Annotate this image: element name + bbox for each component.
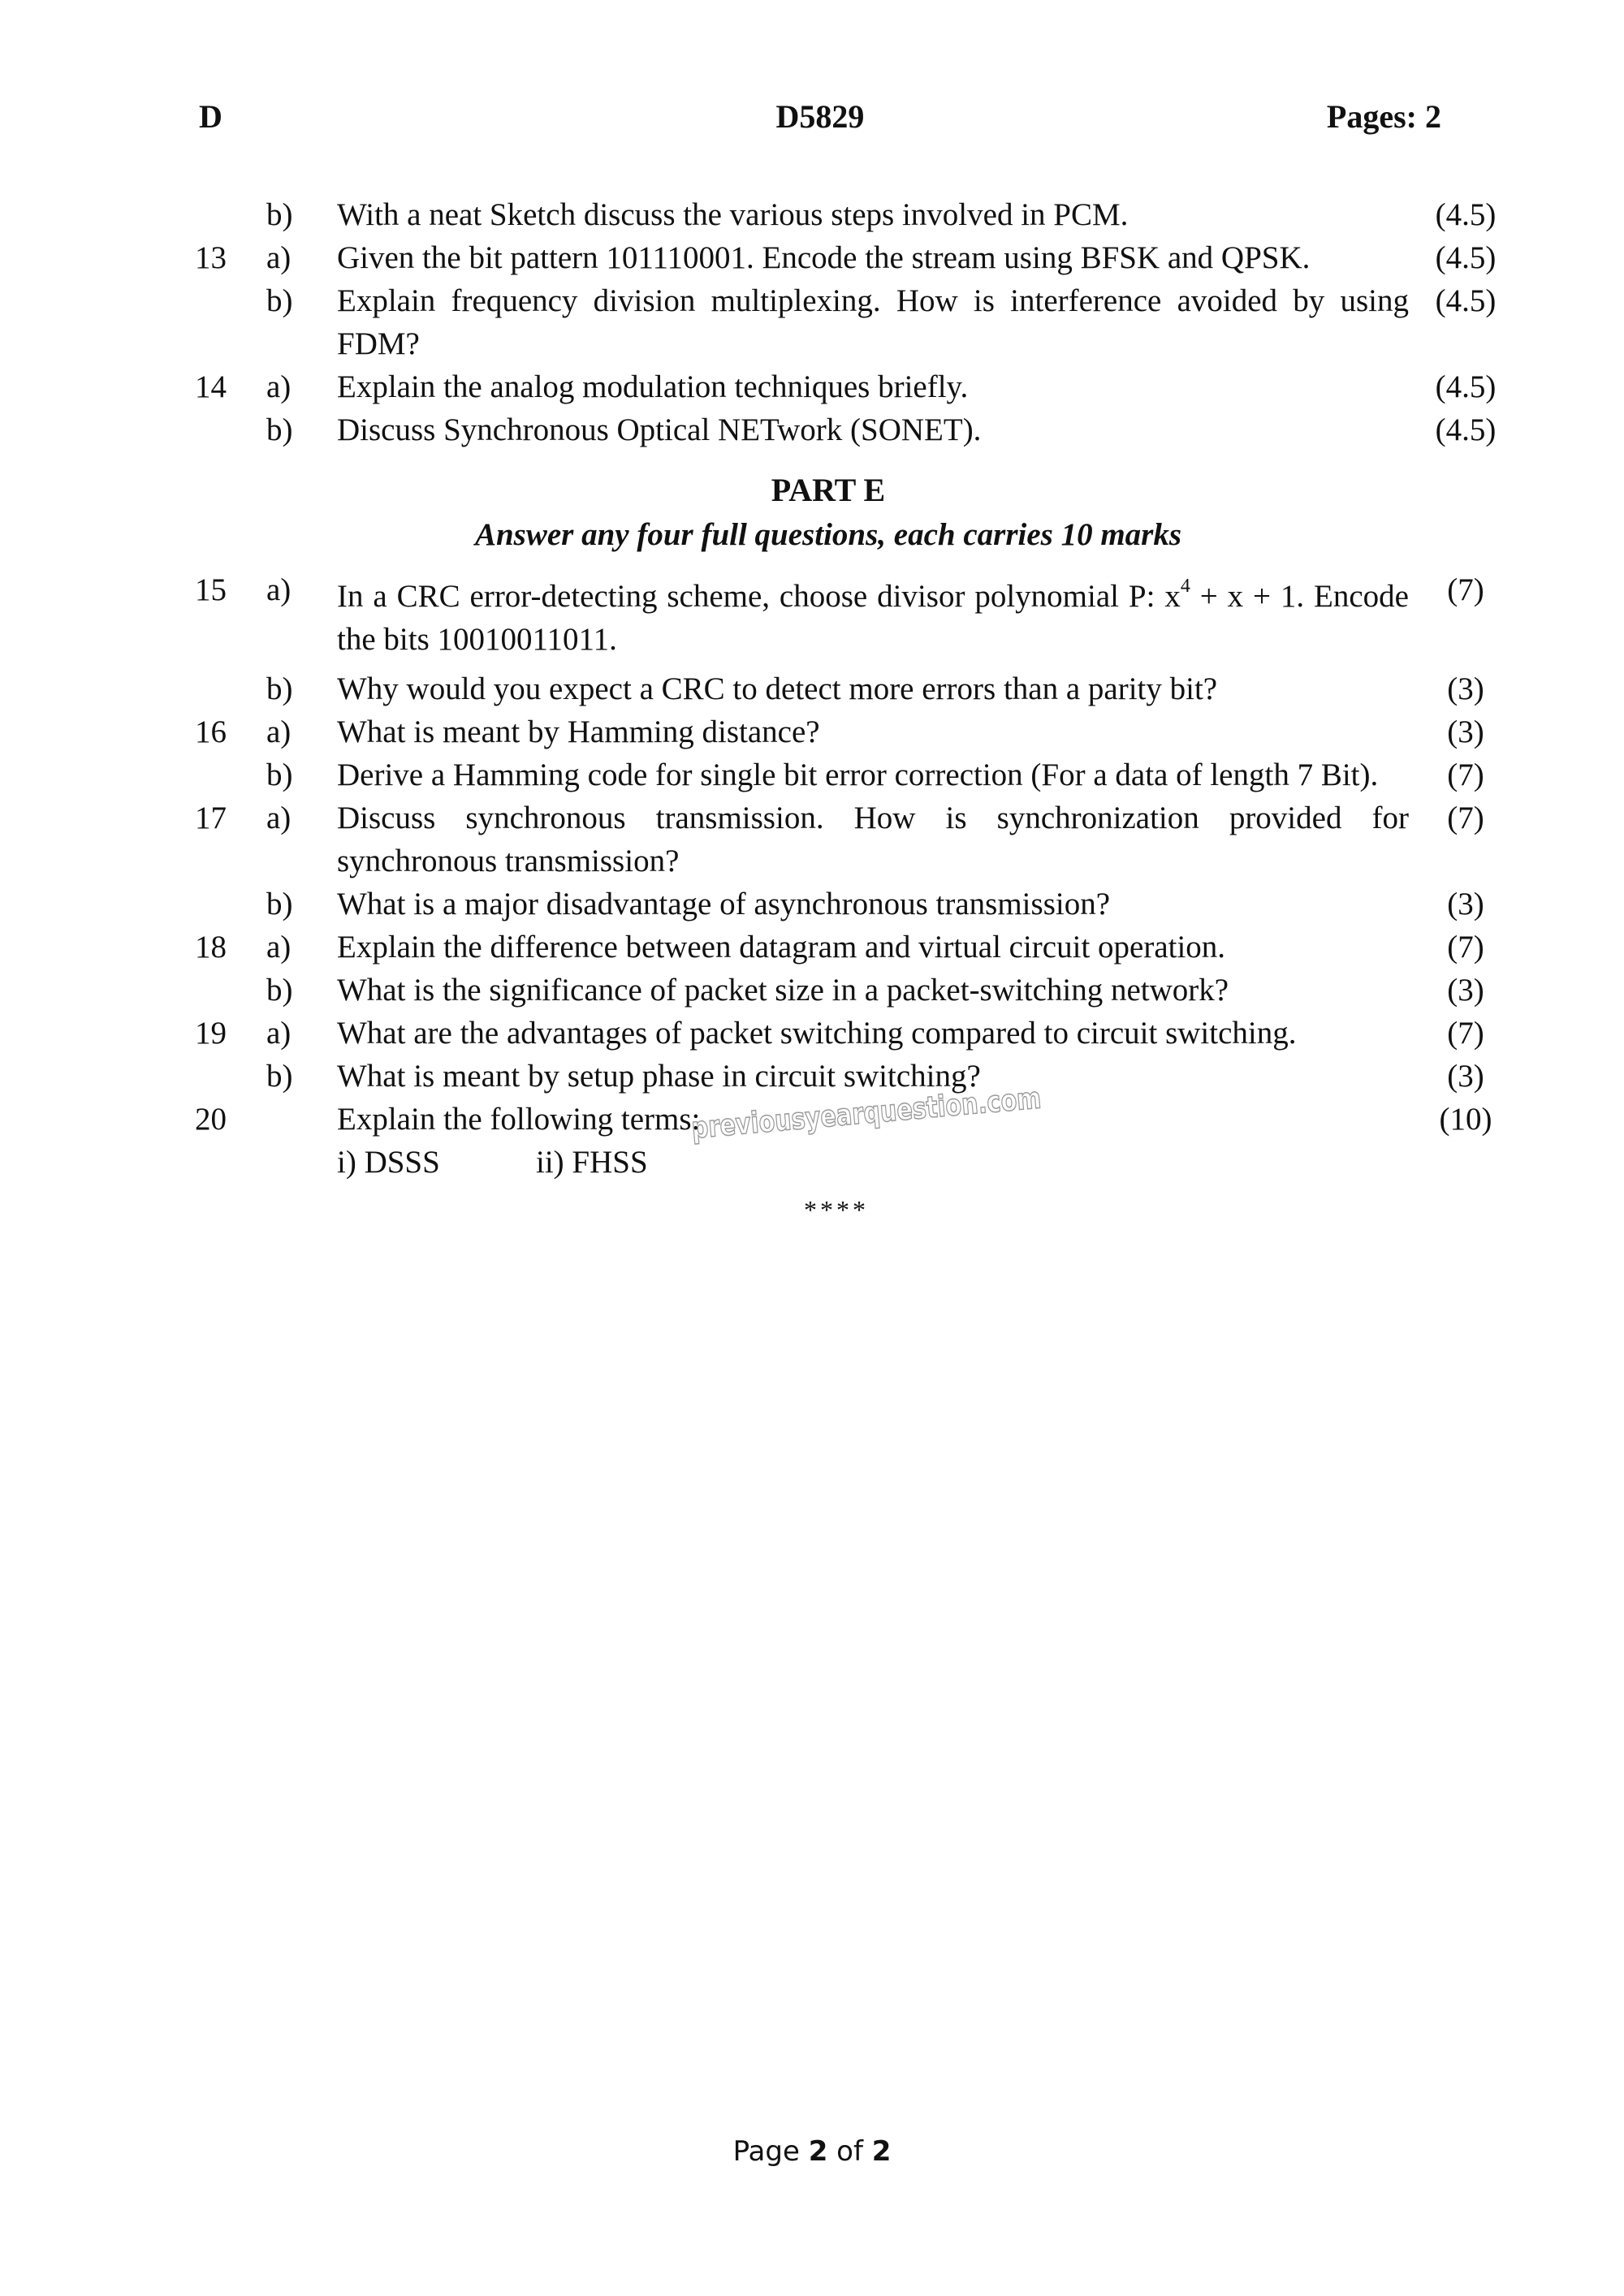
question-part: b) xyxy=(266,283,293,318)
question-text: With a neat Sketch discuss the various steps involved in PCM. xyxy=(337,197,1129,232)
question-marks: (3) xyxy=(1447,714,1484,749)
question-part: a) xyxy=(266,369,292,404)
question-text xyxy=(337,568,1409,661)
question-marks: (7) xyxy=(1447,757,1484,792)
end-of-paper-mark: **** xyxy=(804,1195,869,1224)
question-marks: (4.5) xyxy=(1435,412,1497,447)
question-18a xyxy=(195,926,1510,969)
question-part: a) xyxy=(266,930,292,965)
question-17a xyxy=(195,796,1510,883)
question-part: b) xyxy=(266,887,293,921)
question-14a xyxy=(195,365,1510,408)
question-number: 15 xyxy=(195,572,227,607)
question-part: b) xyxy=(266,757,293,792)
question-20-items xyxy=(337,1141,1510,1184)
part-e-instruction: Answer any four full questions, each carries 10 marks xyxy=(474,517,1182,552)
footer-middle: of xyxy=(827,2135,872,2168)
question-part: a) xyxy=(266,240,292,275)
watermark-text: previousyearquestion.com xyxy=(690,1081,1043,1146)
question-marks: (4.5) xyxy=(1435,369,1497,404)
question-marks: (7) xyxy=(1447,801,1484,835)
question-marks: (10) xyxy=(1439,1102,1492,1137)
question-marks: (4.5) xyxy=(1435,240,1497,275)
question-number: 20 xyxy=(195,1102,227,1137)
question-text: What is the significance of packet size in a packet-switching network? xyxy=(337,973,1229,1008)
term-fhss: ii) FHSS xyxy=(536,1145,648,1180)
question-13a xyxy=(195,236,1510,279)
question-list xyxy=(195,193,1510,1225)
question-marks: (3) xyxy=(1447,887,1484,921)
question-part: b) xyxy=(266,973,293,1008)
question-number: 18 xyxy=(195,930,227,965)
question-text: Why would you expect a CRC to detect more errors than a parity bit? xyxy=(337,671,1218,706)
page-footer xyxy=(0,2135,1624,2168)
question-marks: (7) xyxy=(1447,572,1484,607)
question-number: 17 xyxy=(195,801,227,835)
question-part: b) xyxy=(266,671,293,706)
question-marks: (3) xyxy=(1447,1059,1484,1094)
header-series: D xyxy=(199,98,222,135)
question-text-start: In a CRC error-detecting scheme, choose divisor polynomial P: x xyxy=(337,579,1181,614)
question-marks: (7) xyxy=(1447,1016,1484,1051)
question-19a xyxy=(195,1012,1510,1055)
question-number: 16 xyxy=(195,714,227,749)
question-15b xyxy=(195,667,1510,710)
part-e-title: PART E xyxy=(771,472,886,508)
question-marks: (3) xyxy=(1447,973,1484,1008)
question-text: Explain the difference between datagram and virtual circuit operation. xyxy=(337,930,1226,965)
question-number: 19 xyxy=(195,1016,227,1051)
question-part: a) xyxy=(266,801,292,835)
question-text-end: + x + 1. Encode the bits 10010011011. xyxy=(337,579,1409,657)
question-19b xyxy=(195,1055,1510,1098)
question-15a xyxy=(195,568,1510,661)
question-marks: (4.5) xyxy=(1435,283,1497,318)
question-part: b) xyxy=(266,1059,293,1094)
question-part: b) xyxy=(266,197,293,232)
footer-total-pages: 2 xyxy=(871,2135,892,2168)
question-part: a) xyxy=(266,1016,292,1051)
question-marks: (3) xyxy=(1447,671,1484,706)
question-text: Discuss synchronous transmission. How is synchronization provided for synchronous transmission? xyxy=(337,801,1409,878)
question-17b xyxy=(195,883,1510,926)
question-13b xyxy=(195,279,1510,365)
question-text: Derive a Hamming code for single bit error correction (For a data of length 7 Bit). xyxy=(337,757,1379,792)
question-part: b) xyxy=(266,412,293,447)
question-text: Explain frequency division multiplexing. How is interference avoided by using FDM? xyxy=(337,283,1409,361)
term-dsss: i) DSSS xyxy=(337,1145,440,1180)
question-number: 14 xyxy=(195,369,227,404)
question-12b xyxy=(195,193,1510,236)
footer-prefix: Page xyxy=(732,2135,809,2168)
question-16b xyxy=(195,753,1510,796)
header-pages: Pages: 2 xyxy=(1326,98,1441,135)
question-18b xyxy=(195,969,1510,1012)
question-text: Discuss Synchronous Optical NETwork (SONET). xyxy=(337,412,982,447)
footer-current-page: 2 xyxy=(808,2135,828,2168)
question-text: What is meant by setup phase in circuit switching? xyxy=(337,1059,981,1094)
polynomial-exponent: 4 xyxy=(1180,576,1190,597)
question-text: Given the bit pattern 101110001. Encode the stream using BFSK and QPSK. xyxy=(337,240,1311,275)
spacer xyxy=(195,661,1510,667)
question-text: What is meant by Hamming distance? xyxy=(337,714,820,749)
question-marks: (7) xyxy=(1447,930,1484,965)
question-text: Explain the analog modulation techniques briefly. xyxy=(337,369,969,404)
question-marks: (4.5) xyxy=(1435,197,1497,232)
question-text: What is a major disadvantage of asynchronous transmission? xyxy=(337,887,1111,921)
question-part: a) xyxy=(266,572,292,607)
question-16a xyxy=(195,710,1510,753)
page-header xyxy=(199,97,1441,146)
question-14b xyxy=(195,408,1510,451)
question-text: What are the advantages of packet switching compared to circuit switching. xyxy=(337,1016,1297,1051)
header-code: D5829 xyxy=(775,98,865,135)
question-part: a) xyxy=(266,714,292,749)
question-text: Explain the following terms: xyxy=(337,1102,701,1137)
question-number: 13 xyxy=(195,240,227,275)
